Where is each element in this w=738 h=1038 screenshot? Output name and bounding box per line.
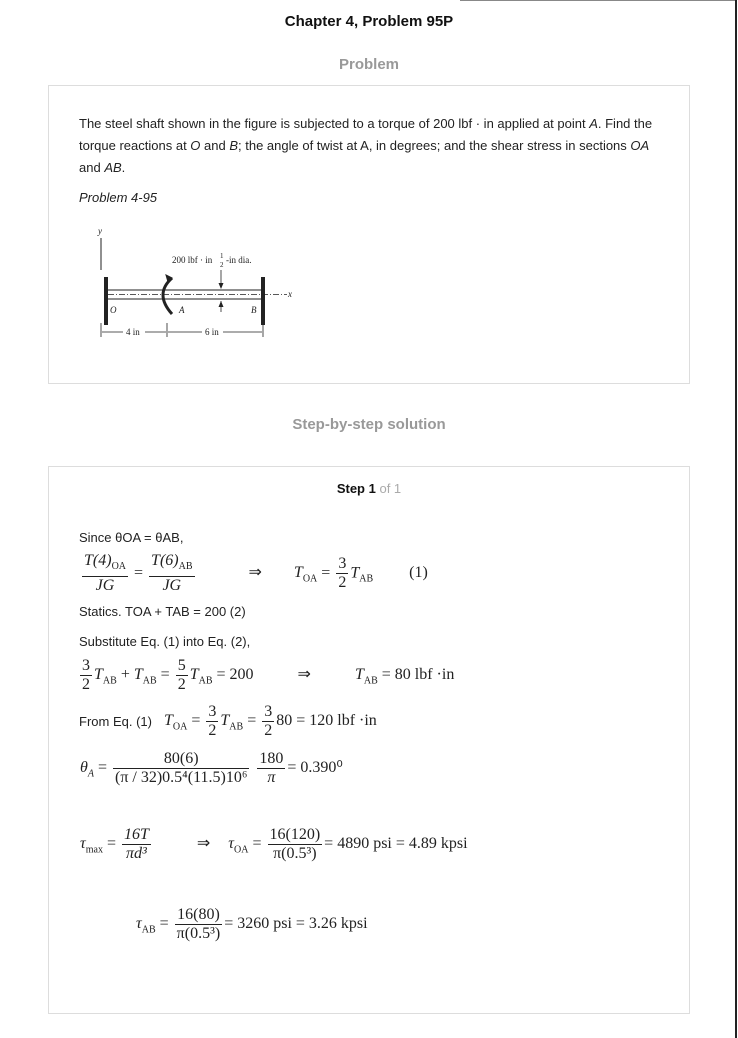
eq5-result: = 4890 psi = 4.89 kpsi [324,835,468,853]
eq3-t: T [164,712,173,730]
step-of: of 1 [379,481,402,496]
eq1-frac-1-num: T(4) [84,552,112,569]
eq4-frac-2-num: 180 [259,750,284,767]
figure-point-a: A [179,305,185,315]
eq4-theta: θ [80,759,88,777]
eq5-frac-2-num: 16(120) [269,826,321,843]
eq5-frac-1-num: 16T [123,826,149,843]
eq3-tail: 80 = 120 lbf ·in [276,712,377,730]
eq2-equals: = [160,666,170,684]
eq5-tau2: τ [228,835,235,853]
frame-top-border [460,0,737,1]
page-title: Chapter 4, Problem 95P [284,13,454,30]
figure-dia-arrow [219,283,224,289]
problem-text-2: . Find the torque reactions at [79,116,653,153]
eq5-frac-2-den: π(0.5³) [273,845,317,862]
problem-heading: Problem [338,56,399,73]
eq6-sub: AB [141,924,156,936]
eq2-t1: T [94,666,103,684]
eq4-sub: A [87,768,94,780]
eq1-frac-2 [149,552,194,595]
eq6-result: = 3260 psi = 3.26 kpsi [224,915,368,933]
eq6-frac-den: π(0.5³) [176,925,221,942]
shaft-figure [92,222,302,340]
eq5-equals-2: = [252,835,262,853]
eq2-t2: T [133,666,143,684]
eq3-sub: OA [172,721,188,733]
equation-6 [136,906,368,943]
eq1-equals: = [134,564,144,582]
figure-dia-den: 2 [220,261,224,269]
eq2-frac-1-den: 2 [82,676,90,693]
eq2-frac-1-num: 3 [82,657,90,674]
eq6-frac [175,906,223,943]
eq2-frac-2 [176,657,188,694]
step-label: Step 1 [336,481,376,496]
eq5-equals: = [106,835,116,853]
eq1-rhs-frac-den: 2 [338,574,347,592]
eq2-frac-2-num: 5 [177,657,186,674]
eq1-frac-1-den: JG [95,577,115,595]
eq3-equals-1: = [191,712,201,730]
eq1-frac-2-den: JG [162,577,182,595]
step-indicator [48,481,690,496]
eq4-equals: = [97,759,107,777]
figure-point-o: O [110,305,117,315]
problem-text-6: . [121,160,126,175]
eq5-tau: τ [80,835,86,853]
eq2-implies-arrow: ⇒ [297,666,311,684]
eq3-frac-2 [262,703,274,740]
eq2-sub2: AB [142,675,157,687]
eq1-rhs-equals: = [321,564,331,582]
eq4-frac-2-den: π [267,769,276,786]
eq1-frac-1 [82,552,128,595]
eq5-frac-1-den: πd³ [126,845,147,862]
eq2-frac-2-den: 2 [177,676,186,693]
eq1-rhs-frac-num: 3 [338,555,347,573]
eq2-frac-1 [80,657,92,694]
figure-caption: Problem 4-95 [79,190,158,205]
equation-5 [80,826,468,863]
solution-line-2: Statics. TOA + TAB = 200 (2) [79,604,246,619]
problem-point-b: B [229,138,239,153]
eq2-equals-200: = 200 [216,666,254,684]
problem-point-a: A [589,116,598,131]
figure-torque-label: 200 lbf · in [172,255,213,265]
eq6-equals: = [159,915,169,933]
eq4-frac-1 [113,750,249,787]
figure-dim-4in: 4 in [126,327,140,337]
eq5-frac-1 [122,826,151,863]
figure-wall-left [104,277,108,325]
figure-point-b: B [251,305,257,315]
figure-axis-x: x [288,289,292,299]
eq1-label: (1) [409,564,428,582]
problem-statement [79,113,669,179]
eq4-frac-2 [257,750,285,787]
eq3-t2: T [220,712,230,730]
eq2-plus: + [120,666,130,684]
solution-heading: Step-by-step solution [292,416,446,433]
figure-dia-num: 1 [220,252,224,260]
equation-2 [78,657,454,694]
equation-4 [80,750,343,787]
eq1-rhs-sub2: AB [359,573,374,585]
eq5-implies-arrow: ⇒ [196,835,211,853]
eq4-frac-1-num: 80(6) [113,750,249,769]
figure-axis-y: y [98,226,102,236]
eq3-frac-1-num: 3 [208,703,217,720]
eq3-frac-1-den: 2 [208,722,217,739]
eq5-sub: max [85,844,103,856]
eq3-sub2: AB [229,721,244,733]
eq2-result: = 80 lbf ·in [381,666,455,684]
problem-text-5: and [79,160,105,175]
equation-1 [80,552,428,595]
problem-text-4: ; the angle of twist at A, in degrees; and the shear stress in sections [238,138,631,153]
eq2-sub3: AB [198,675,213,687]
eq4-result: = 0.390⁰ [287,759,343,777]
eq1-rhs-sub: OA [302,573,318,585]
problem-point-o: O [190,138,201,153]
eq1-rhs-t2: T [350,564,360,582]
eq4-frac-1-den: (π / 32)0.5⁴(11.5)10⁶ [115,769,248,786]
eq6-frac-num: 16(80) [175,906,223,925]
eq1-implies-arrow: ⇒ [248,564,262,582]
problem-text-3: and [200,138,230,153]
eq1-frac-2-num: T(6) [151,552,179,569]
solution-line-1: Since θOA = θAB, [79,530,184,545]
figure-dim-6in: 6 in [205,327,219,337]
figure-b-arrow [219,301,224,307]
eq2-result-t: T [354,666,364,684]
eq3-frac-2-num: 3 [264,703,273,720]
problem-text-1: The steel shaft shown in the figure is subjected to a torque of 200 lbf · in applied at point [79,116,590,131]
figure-dia-label: -in dia. [226,255,252,265]
eq1-rhs-frac [336,555,348,592]
eq1-frac-1-sub: OA [111,561,127,573]
solution-line-3: Substitute Eq. (1) into Eq. (2), [79,634,251,649]
equation-3 [164,703,377,740]
eq2-sub1: AB [102,675,117,687]
eq2-t3: T [189,666,199,684]
eq1-frac-2-sub: AB [178,561,193,573]
solution-line-4: From Eq. (1) [79,714,152,729]
problem-section-ab: AB [104,160,122,175]
eq6-tau: τ [136,915,142,933]
eq2-result-sub: AB [363,675,378,687]
eq5-frac-2 [268,826,323,863]
eq5-tau2-sub: OA [234,844,249,856]
figure-wall-right [261,277,265,325]
frame-right-border [735,0,737,1038]
figure-torque-arrow-head [166,275,172,282]
eq3-frac-2-den: 2 [264,722,273,739]
figure-torque-arrow [163,278,172,314]
eq3-equals-2: = [247,712,257,730]
eq1-rhs-t: T [293,564,303,582]
problem-section-oa: OA [630,138,650,153]
eq3-frac-1 [206,703,218,740]
